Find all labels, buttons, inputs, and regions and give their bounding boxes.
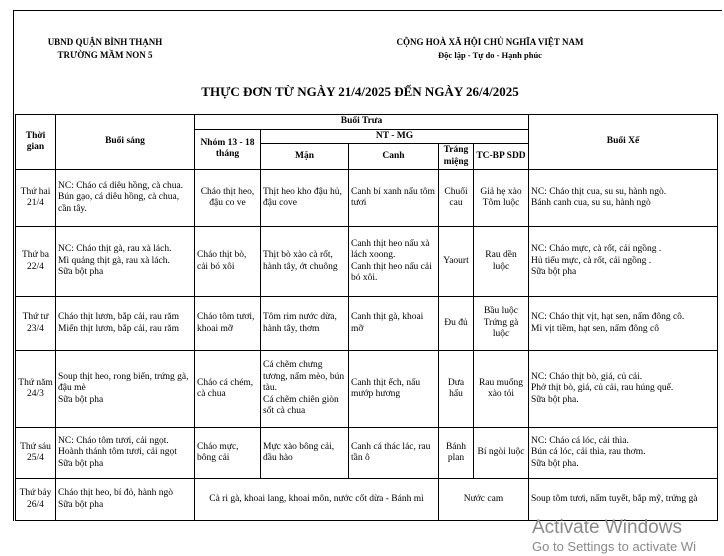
country-name: CỘNG HOÀ XÃ HỘI CHỦ NGHĨA VIỆT NAM	[396, 37, 584, 47]
infant-cell: Cháo thịt bò, cải bó xôi	[195, 227, 261, 297]
col-time: Thời gian	[16, 115, 56, 170]
savory-cell: Cá chẽm chưng tương, nấm mèo, bún tàu. Cá chẽm chiên giòn sốt cà chua	[261, 351, 349, 428]
soup-cell: Canh cá thác lác, rau tần ô	[349, 428, 439, 479]
tcbp-cell: Rau muống xào tỏi	[474, 351, 529, 428]
school-name: TRƯỜNG MẦM NON 5	[57, 50, 153, 60]
afternoon-cell: NC: Cháo thịt bò, giá, củ cải. Phở thịt bò, giá, củ cải, rau húng quế. Sữa bột pha.	[529, 351, 718, 428]
lunch-merged-cell: Cà ri gà, khoai lang, khoai môn, nước cốt dừa - Bánh mì	[195, 479, 439, 521]
col-soup: Canh	[349, 144, 439, 170]
table-row	[16, 351, 718, 428]
col-lunch: Buổi Trưa	[195, 115, 529, 130]
national-motto: Độc lập - Tự do - Hạnh phúc	[438, 50, 542, 60]
morning-cell: Soup thịt heo, rong biển, trứng gà, đậu mè Sữa bột pha	[56, 351, 195, 428]
infant-cell: Cháo cá chém, cà chua	[195, 351, 261, 428]
national-header	[330, 36, 650, 62]
morning-cell: NC: Cháo thịt gà, rau xà lách. Mì quảng thịt gà, rau xà lách. Sữa bột pha	[56, 227, 195, 297]
infant-cell: Cháo tôm tươi, khoai mỡ	[195, 297, 261, 351]
col-tcbp: TC-BP SDD	[474, 144, 529, 170]
dessert-cell: Dưa hấu	[439, 351, 474, 428]
dessert-cell: Chuối cau	[439, 170, 474, 227]
lunch-extra-cell: Nước cam	[439, 479, 529, 521]
afternoon-cell: Soup tôm tươi, nấm tuyết, bắp mỹ, trứng gà	[529, 479, 718, 521]
savory-cell: Thịt bò xào cà rốt, hành tây, ớt chuông	[261, 227, 349, 297]
day-cell: Thứ bảy 26/4	[16, 479, 56, 521]
table-row	[16, 170, 718, 227]
menu-title: THỰC ĐƠN TỪ NGÀY 21/4/2025 ĐẾN NGÀY 26/4/2025	[201, 84, 519, 99]
afternoon-cell: NC: Cháo thịt cua, su su, hành ngò. Bánh canh cua, su su, hành ngò	[529, 170, 718, 227]
soup-cell: Canh thịt gà, khoai mỡ	[349, 297, 439, 351]
soup-cell: Canh bí xanh nấu tôm tươi	[349, 170, 439, 227]
dessert-cell: Bánh plan	[439, 428, 474, 479]
col-afternoon: Buổi Xế	[529, 115, 718, 170]
col-infant: Nhóm 13 - 18 tháng	[195, 129, 261, 170]
col-morning: Buổi sáng	[56, 115, 195, 170]
day-cell: Thứ tư 23/4	[16, 297, 56, 351]
tcbp-cell: Giả hẹ xào Tôm luộc	[474, 170, 529, 227]
savory-cell: Tôm rim nước dừa, hành tây, thơm	[261, 297, 349, 351]
morning-cell: Cháo thịt lươn, bắp cải, rau răm Miến thịt lươn, bắp cải, rau răm	[56, 297, 195, 351]
soup-cell: Canh thịt heo nấu xà lách xoong. Canh thịt heo nấu cải bó xôi.	[349, 227, 439, 297]
day-cell: Thứ năm 24/3	[16, 351, 56, 428]
morning-cell: NC: Cháo tôm tươi, cải ngọt. Hoành thánh tôm tươi, cải ngọt Sữa bột pha	[56, 428, 195, 479]
tcbp-cell: Bí ngòi luộc	[474, 428, 529, 479]
afternoon-cell: NC: Cháo thịt vịt, hạt sen, nấm đông cô. Mì vịt tiềm, hạt sen, nấm đông cô	[529, 297, 718, 351]
table-row	[16, 479, 718, 521]
savory-cell: Thịt heo kho đậu hủ, đậu cove	[261, 170, 349, 227]
tcbp-cell: Bầu luộc Trứng gà luộc	[474, 297, 529, 351]
windows-activation-watermark	[532, 517, 696, 555]
agency-header	[30, 36, 180, 62]
day-cell: Thứ ba 22/4	[16, 227, 56, 297]
afternoon-cell: NC: Cháo mực, cà rốt, cải ngồng . Hủ tiếu mực, cà rốt, cải ngồng . Sữa bột pha	[529, 227, 718, 297]
infant-cell: Cháo mực, bông cải	[195, 428, 261, 479]
infant-cell: Cháo thịt heo, đậu co ve	[195, 170, 261, 227]
dessert-cell: Yaourt	[439, 227, 474, 297]
day-cell: Thứ sáu 25/4	[16, 428, 56, 479]
table-row	[16, 227, 718, 297]
morning-cell: Cháo thịt heo, bí đỏ, hành ngò Sữa bột pha	[56, 479, 195, 521]
watermark-subtitle: Go to Settings to activate Wi	[532, 539, 697, 554]
table-row	[16, 428, 718, 479]
col-savory: Mặn	[261, 144, 349, 170]
watermark-title: Activate Windows	[532, 517, 682, 538]
col-ntmg: NT - MG	[261, 129, 529, 144]
morning-cell: NC: Cháo cá diêu hồng, cà chua. Bún gạo, cá diêu hồng, cà chua, cần tây.	[56, 170, 195, 227]
col-dessert: Tráng miệng	[439, 144, 474, 170]
day-cell: Thứ hai 21/4	[16, 170, 56, 227]
dessert-cell: Đu đủ	[439, 297, 474, 351]
menu-table	[15, 114, 718, 521]
soup-cell: Canh thịt ếch, nấu mướp hương	[349, 351, 439, 428]
tcbp-cell: Rau dền luộc	[474, 227, 529, 297]
savory-cell: Mực xào bông cải, dầu hào	[261, 428, 349, 479]
agency-name: UBND QUẬN BÌNH THẠNH	[47, 37, 163, 47]
table-row	[16, 297, 718, 351]
afternoon-cell: NC: Cháo cá lóc, cải thìa. Bún cá lóc, cải thìa, rau thơm. Sữa bột pha.	[529, 428, 718, 479]
